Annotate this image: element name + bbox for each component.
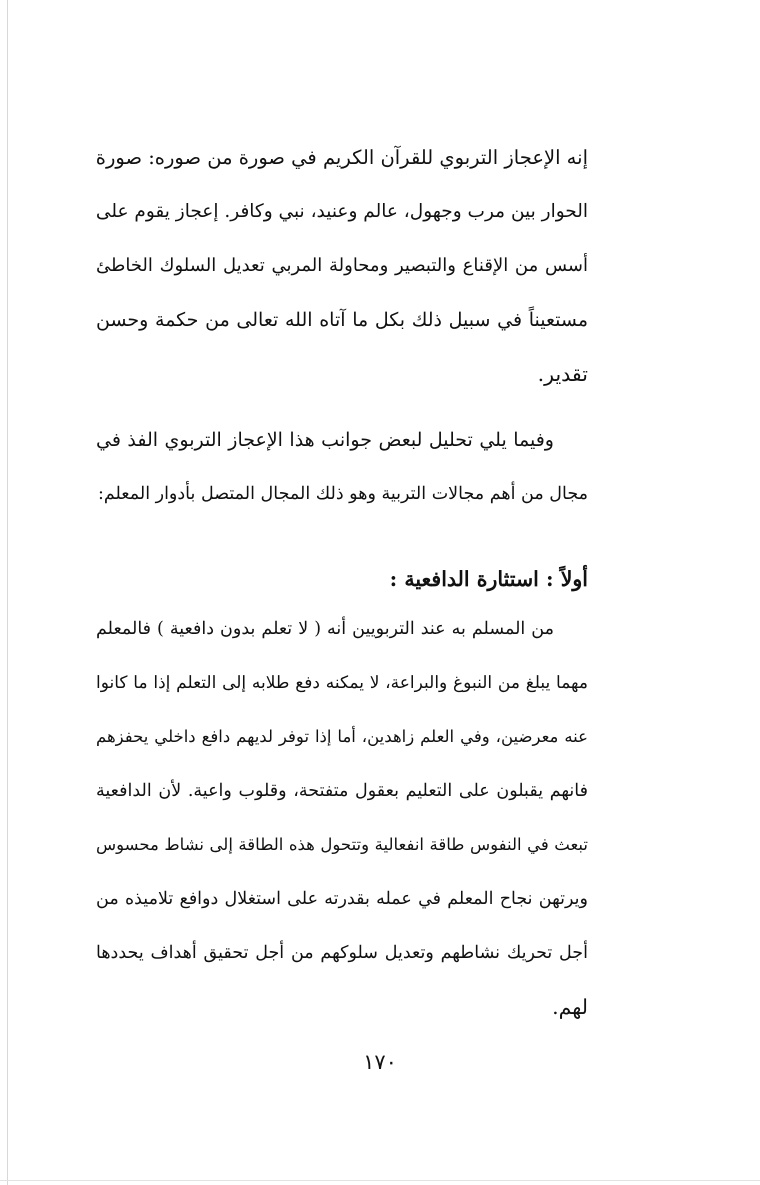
- paragraph-3-line: عنه معرضين، وفي العلم زاهدين، أما إذا توفر لديهم دافع داخلي يحفزهم: [96, 727, 588, 746]
- paragraph-3-line: فانهم يقبلون على التعليم بعقول متفتحة، وقلوب واعية. لأن الدافعية: [96, 781, 588, 801]
- paragraph-1-line: إنه الإعجاز التربوي للقرآن الكريم في صورة من صوره: صورة: [95, 146, 588, 169]
- paragraph-2: [96, 413, 588, 521]
- paragraph-3-line: مهما يبلغ من النبوغ والبراعة، لا يمكنه دفع طلابه إلى التعلم إذا ما كانوا: [96, 673, 588, 693]
- scan-edge-line: [7, 0, 8, 1185]
- paragraph-3-line: من المسلم به عند التربويين أنه ( لا تعلم بدون دافعية ) فالمعلم: [96, 619, 554, 639]
- section-heading: أولاً : استثارة الدافعية :: [389, 567, 588, 591]
- page-number: ١٧٠: [363, 1050, 397, 1074]
- paragraph-1-line: أسس من الإقناع والتبصير ومحاولة المربي تعديل السلوك الخاطئ: [96, 255, 588, 276]
- paragraph-1: [96, 131, 588, 401]
- paragraph-3-line: لهم.: [552, 995, 588, 1019]
- paragraph-3-line: ويرتهن نجاح المعلم في عمله بقدرته على استغلال دوافع تلاميذه من: [96, 889, 588, 909]
- paragraph-2-line: مجال من أهم مجالات التربية وهو ذلك المجال المتصل بأدوار المعلم:: [97, 484, 588, 504]
- paragraph-3-line: تبعث في النفوس طاقة انفعالية وتتحول هذه الطاقة إلى نشاط محسوس: [96, 835, 588, 854]
- paragraph-2-line: وفيما يلي تحليل لبعض جوانب هذا الإعجاز التربوي الفذ في: [96, 429, 554, 451]
- paragraph-1-line: مستعيناً في سبيل ذلك بكل ما آتاه الله تعالى من حكمة وحسن: [96, 309, 588, 331]
- paragraph-3-line: أجل تحريك نشاطهم وتعديل سلوكهم من أجل تحقيق أهداف يحددها: [96, 943, 588, 963]
- scan-edge-bottom-line: [0, 1180, 760, 1181]
- paragraph-3: [96, 602, 588, 1034]
- paragraph-1-line: الحوار بين مرب وجهول، عالم وعنيد، نبي وكافر. إعجاز يقوم على: [95, 201, 588, 222]
- paragraph-1-line: تقدير.: [537, 362, 588, 386]
